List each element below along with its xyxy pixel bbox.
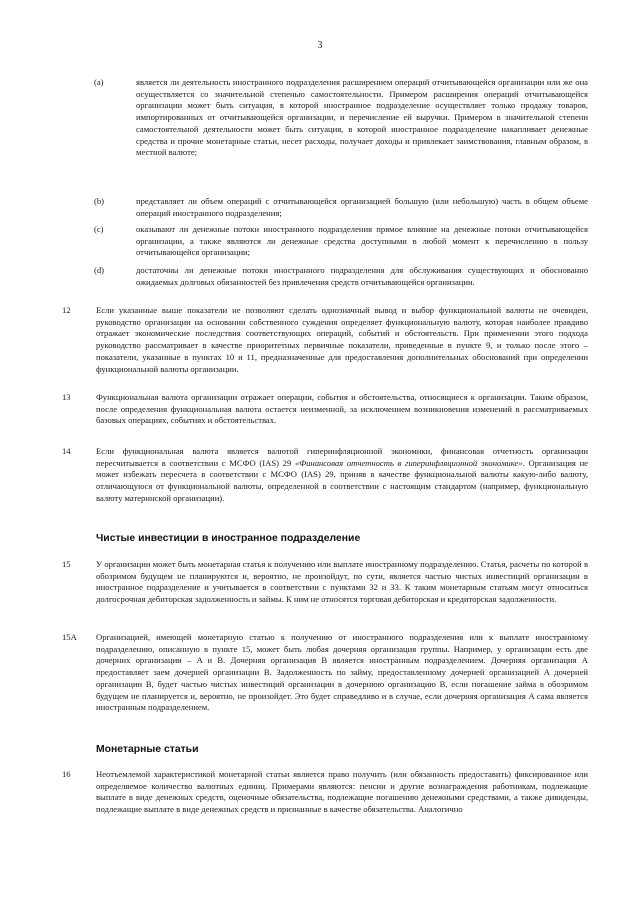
paragraph-text: Функциональная валюта организации отражает операции, события и обстоятельства, относящиеся к организации. Таким образом, после определения функциональная валюта остается неизменной, за исключением возникновения изменений в рассматриваемых базовых операциях, событиях и обстоятельствах. <box>96 392 588 426</box>
section-heading-net-investments: Чистые инвестиции в иностранное подразделение <box>96 533 361 544</box>
paragraph-12 <box>62 305 588 375</box>
paragraph-text-part: . Организация не может избежать пересчета в соответствии с МСФО (IAS) 29, приняв в качестве функциональной валюты какую-либо валюту, отличающуюся от функциональной валюты, определенной в соответствии с настоящим стандартом (например, функциональную валюту материнской организации). <box>96 457 588 503</box>
list-item-text: достаточны ли денежные потоки иностранного подразделения для обслуживания существующих и обоснованно ожидаемых долговых обязанностей без привлечения средств отчитывающейся организации. <box>136 265 588 287</box>
paragraph-number: 16 <box>62 769 71 779</box>
paragraph-text <box>96 446 588 505</box>
paragraph-15a <box>62 632 588 714</box>
paragraph-text: Организацией, имеющей монетарную статью к получению от иностранного подразделения или к выплате иностранному подразделению, описанную в пункте 15, может быть любая дочерняя организация группы. Например, у организации есть две дочерних организации – A и B. Дочерняя организация B является иностранным подразделением. Дочерняя организация A предоставляет заем дочерней организации B. Задолженность по займу, предоставленному дочерней организацией A дочерней организации B, будет частью чистых инвестиций организации в дочернюю организацию B, если погашение займа в обозримом будущем не планируется и, вероятно, не произойдет. Это будет справедливо и в случае, если дочерняя организация A сама является иностранным подразделением. <box>96 632 588 713</box>
paragraph-13 <box>62 392 588 427</box>
list-item-c <box>94 224 588 259</box>
paragraph-text: Неотъемлемой характеристикой монетарной статьи является право получить (или обязанность предоставить) фиксированное или определяемое количество валютных единиц. Примерами являются: пенсии и другие вознаграждения работникам, подлежащие выплате в виде денежных средств, оценочные обязательства, подлежащие погашению денежными средствами, а также дивиденды, подлежащие выплате в виде денежных средств и признанные в качестве обязательства. Аналогично <box>96 769 588 815</box>
list-item-label: (a) <box>94 77 104 87</box>
list-item-label: (b) <box>94 196 105 206</box>
paragraph-15 <box>62 559 588 606</box>
paragraph-text-part: Если функциональная валюта является валютой гиперинфляционной экономики, финансовая отчетность организации пересчитывается в соответствии с МСФО (IAS) 29 <box>96 446 588 468</box>
paragraph-number: 15 <box>62 559 71 569</box>
paragraph-number: 12 <box>62 305 71 315</box>
list-item-label: (c) <box>94 224 104 234</box>
list-item-label: (d) <box>94 265 105 275</box>
standard-title: «Финансовая отчетность в гиперинфляционной экономике» <box>294 457 523 468</box>
list-item-d <box>94 265 588 288</box>
paragraph-number: 13 <box>62 392 71 402</box>
paragraph-number: 15A <box>62 632 77 642</box>
list-item-text: является ли деятельность иностранного подразделения расширением операций отчитывающейся организации или же она осуществляется со значительной степенью самостоятельности. Примером расширения операций отчитывающейся организации может быть ситуация, в которой иностранное подразделение осуществляет только продажу товаров, импортированных от отчитывающейся организации, и перечисление ей выручки. Примером в значительной степени самостоятельной деятельности может быть ситуация, в которой иностранное подразделение накапливает денежные средства и прочие монетарные статьи, несет расходы, получает доходы и привлекает заимствования, главным образом, в местной валюте; <box>136 77 588 158</box>
list-item-b <box>94 196 588 219</box>
paragraph-14 <box>62 446 588 505</box>
list-item-a <box>94 77 588 159</box>
paragraph-text: Если указанные выше показатели не позволяют сделать однозначный вывод и выбор функциональной валюты не очевиден, руководство организации на основании собственного суждения определяет функциональную валюту, которая наиболее правдиво отражает экономические последствия соответствующих операций, событий и обстоятельств. При применении этого подхода руководство рассматривает в качестве приоритетных первичные показатели, приведенные в пункте 9, и только после этого – показатели, указанные в пунктах 10 и 11, предназначенные для предоставления дополнительных обоснований при определении функциональной валюты организации. <box>96 305 588 374</box>
list-item-text: представляет ли объем операций с отчитывающейся организацией большую (или небольшую) часть в общем объеме операций иностранного подразделения; <box>136 196 588 218</box>
paragraph-16 <box>62 769 588 816</box>
paragraph-number: 14 <box>62 446 71 456</box>
section-heading-monetary-items: Монетарные статьи <box>96 744 199 755</box>
paragraph-text: У организации может быть монетарная статья к получению или выплате иностранному подразделению. Статья, расчеты по которой в обозримом будущем не планируются и, вероятно, не произойдут, по сути, является частью чистых инвестиций организации в иностранное подразделение и учитывается в соответствии с пунктами 32 и 33. К таким монетарным статьям могут относиться долгосрочная дебиторская задолженность и займы. К ним не относятся торговая дебиторская и кредиторская задолженности. <box>96 559 588 605</box>
page-number: 3 <box>317 40 323 51</box>
list-item-text: оказывают ли денежные потоки иностранного подразделения прямое влияние на денежные потоки отчитывающейся организации, а также являются ли денежные средства доступными в любой момент к перечислению в пользу отчитывающейся организации; <box>136 224 588 258</box>
